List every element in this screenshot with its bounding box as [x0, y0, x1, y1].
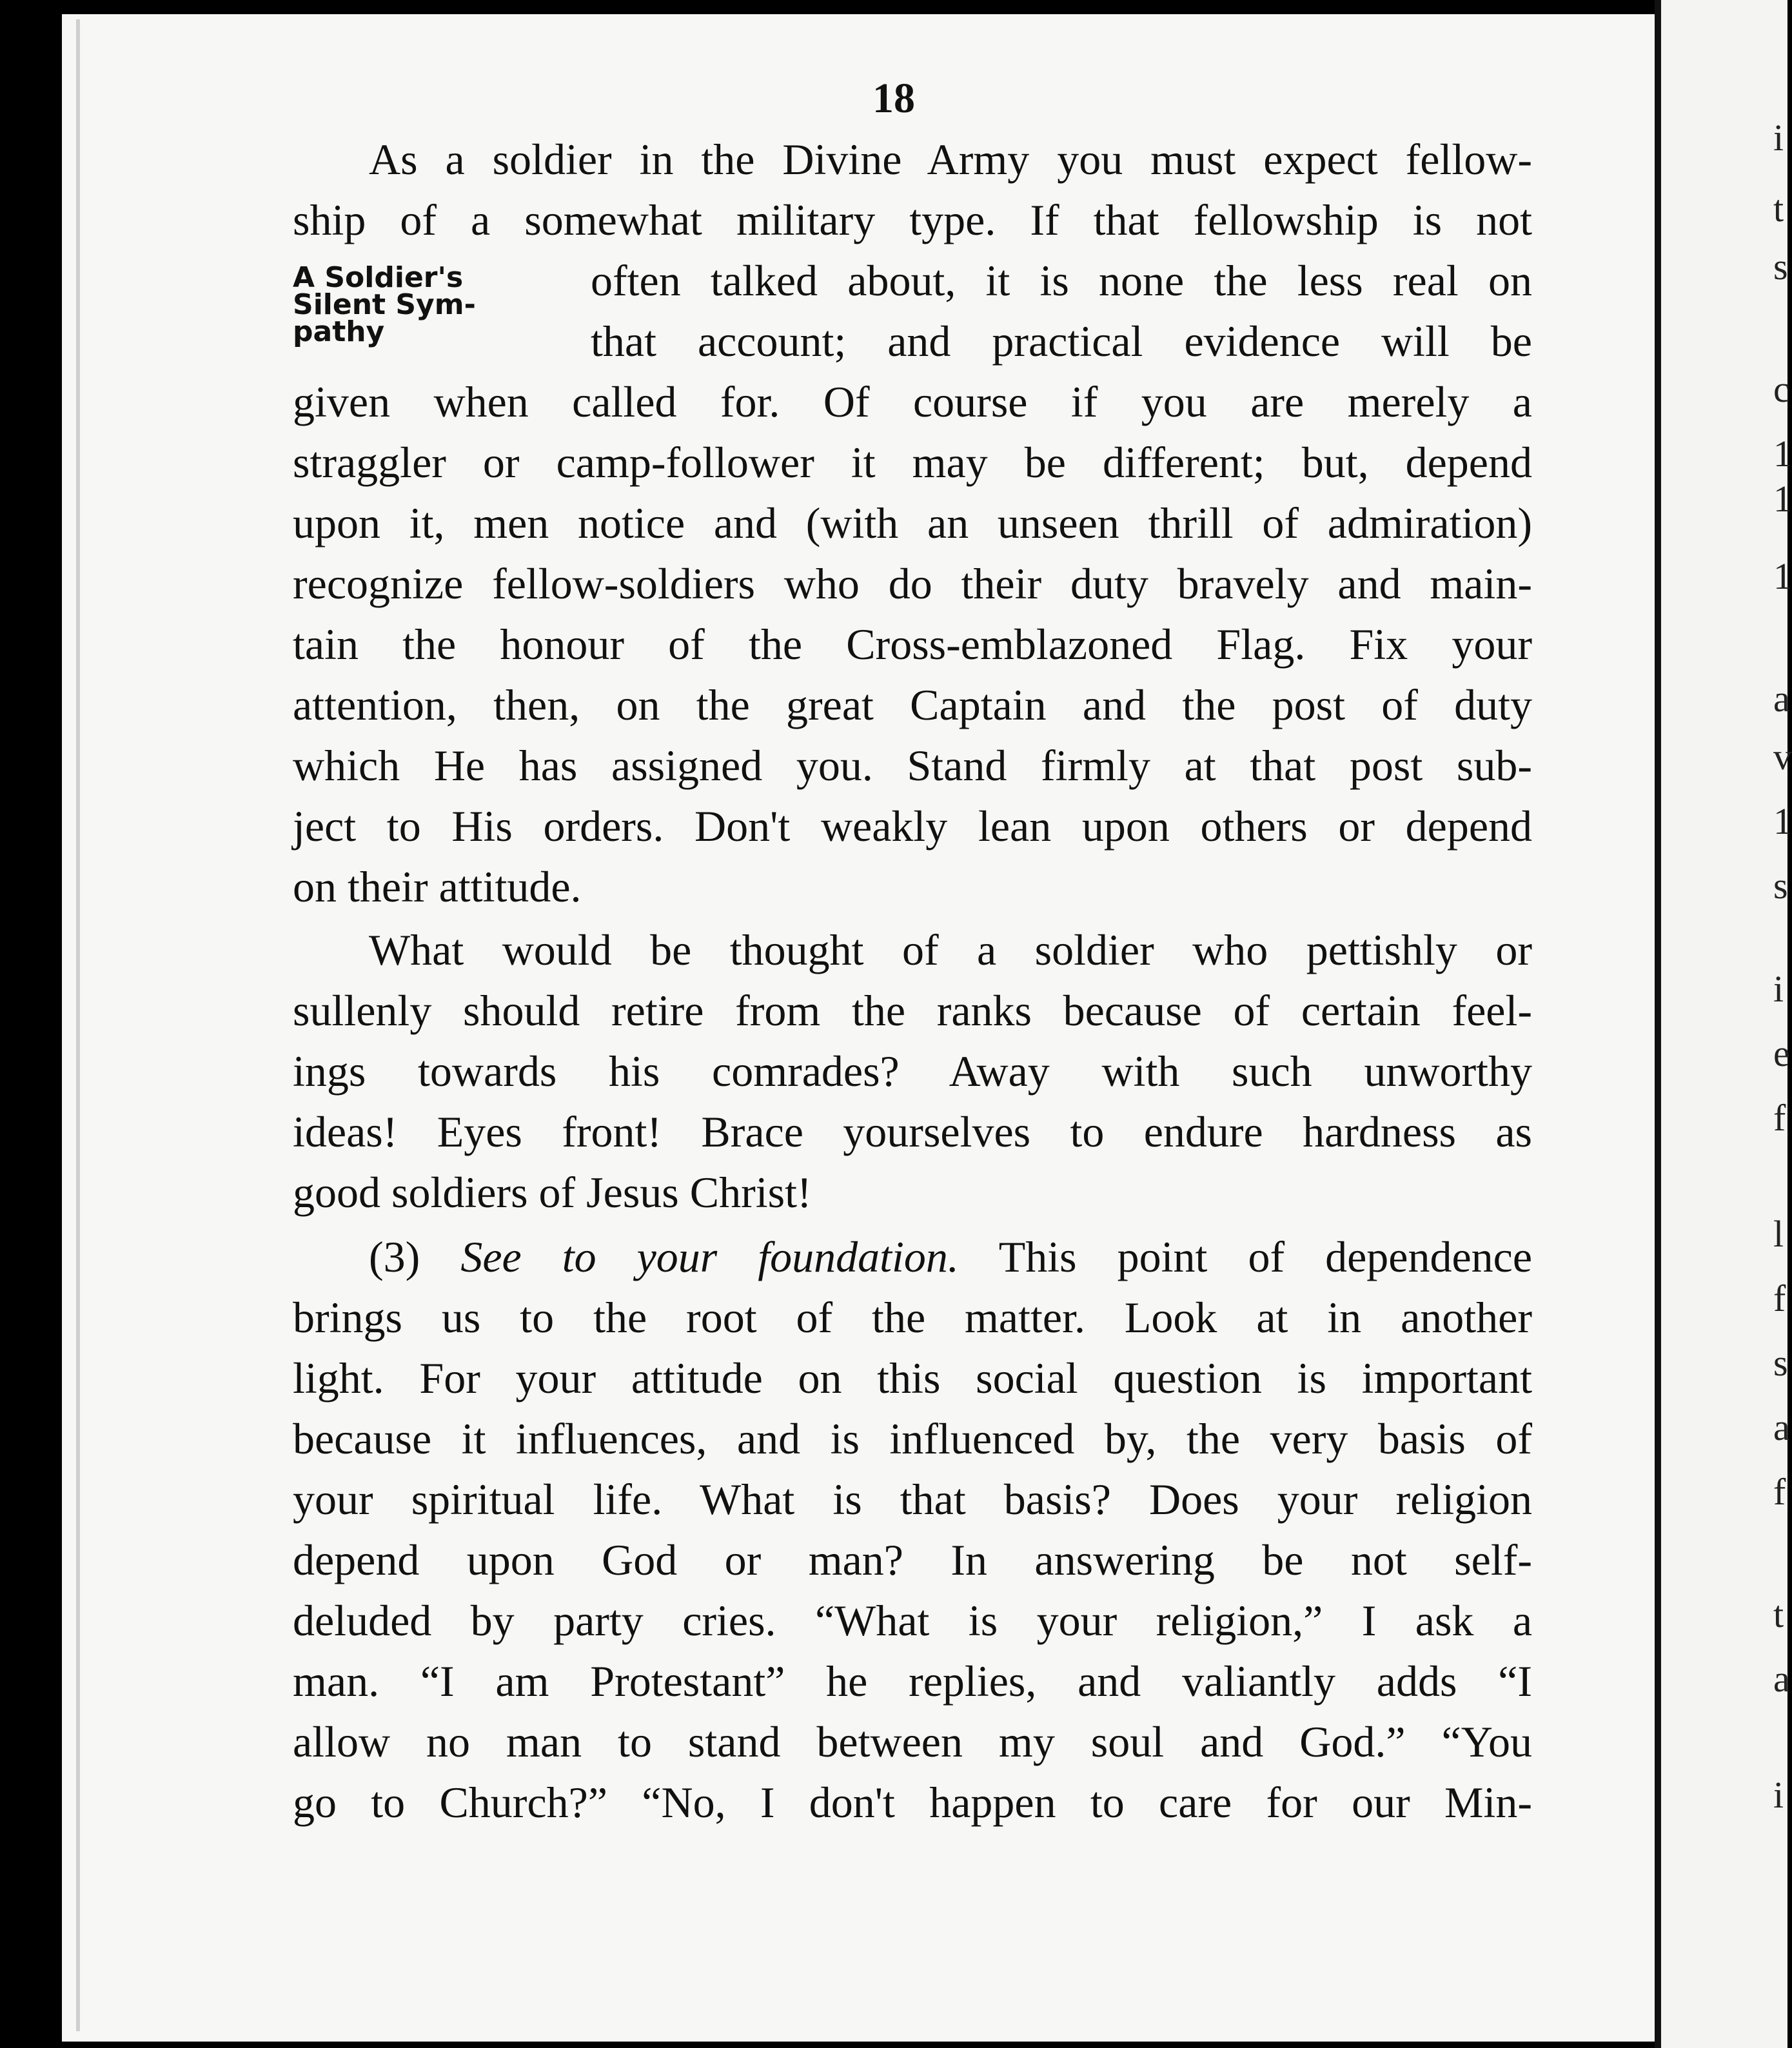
margin-note-line: pathy: [293, 315, 385, 348]
text-line: your spiritual life. What is that basis? Does your religion: [293, 1475, 1532, 1524]
text-line: upon it, men notice and (with an unseen thrill of admiration): [293, 498, 1532, 547]
fragment: 1: [1773, 555, 1792, 597]
text-line: ship of a somewhat military type. If that fellowship is not: [293, 195, 1532, 244]
section-heading: See to your foundation.: [460, 1232, 959, 1281]
fragment: l: [1773, 1213, 1784, 1255]
fragment: a: [1773, 678, 1790, 720]
fragment: i: [1773, 1774, 1784, 1816]
text-line: which He has assigned you. Stand firmly at that post sub-: [293, 741, 1532, 790]
text-line: What would be thought of a soldier who pettishly or: [369, 925, 1532, 974]
text-line: ideas! Eyes front! Brace yourselves to endure hardness as: [293, 1107, 1532, 1156]
fragment: 1: [1773, 433, 1792, 475]
text-line: good soldiers of Jesus Christ!: [293, 1168, 812, 1217]
fragment: f: [1773, 1471, 1786, 1513]
right-page: [1661, 0, 1787, 2048]
fragment: c: [1773, 368, 1790, 410]
margin-note-line: Silent Sym-: [293, 288, 476, 321]
fragment: i: [1773, 968, 1784, 1010]
text-line: allow no man to stand between my soul and God.” “You: [293, 1717, 1532, 1766]
fragment: i: [1773, 117, 1784, 159]
text-line: man. “I am Protestant” he replies, and valiantly adds “I: [293, 1657, 1532, 1706]
text-line: because it influences, and is influenced by, the very basis of: [293, 1414, 1532, 1463]
text-line: As a soldier in the Divine Army you must expect fellow-: [369, 135, 1532, 184]
text-line: tain the honour of the Cross-emblazoned Flag. Fix your: [293, 620, 1532, 669]
text-line: go to Church?” “No, I don't happen to care for our Min-: [293, 1778, 1532, 1827]
margin-note-line: A Soldier's: [293, 261, 464, 294]
fragment: s: [1773, 246, 1788, 288]
fragment: e: [1773, 1032, 1790, 1074]
text-line: attention, then, on the great Captain and the post of duty: [293, 680, 1532, 729]
fragment: t: [1773, 188, 1784, 230]
page-number: 18: [872, 75, 915, 122]
text-line: given when called for. Of course if you are merely a: [293, 377, 1532, 426]
text-line: often talked about, it is none the less real on: [591, 256, 1532, 305]
text-line: brings us to the root of the matter. Look at in another: [293, 1293, 1532, 1342]
text-line: light. For your attitude on this social question is important: [293, 1354, 1532, 1403]
text-line: deluded by party cries. “What is your religion,” I ask a: [293, 1596, 1532, 1645]
fragment: s: [1773, 1342, 1788, 1384]
text-line: depend upon God or man? In answering be not self-: [293, 1535, 1532, 1584]
text-line: sullenly should retire from the ranks because of certain feel-: [293, 986, 1532, 1035]
text-line: ject to His orders. Don't weakly lean upon others or depend: [293, 802, 1532, 851]
fragment: f: [1773, 1097, 1786, 1139]
fragment: 1: [1773, 478, 1792, 520]
page-edge: [76, 19, 80, 2031]
fragment: a: [1773, 1406, 1790, 1448]
margin-note: [293, 261, 525, 348]
fragment: f: [1773, 1277, 1786, 1319]
text-line: [369, 1226, 1532, 1287]
text-line: recognize fellow-soldiers who do their duty bravely and main-: [293, 559, 1532, 608]
fragment: 1: [1773, 800, 1792, 842]
fragment: v: [1773, 736, 1792, 778]
text-line: straggler or camp-follower it may be different; but, depend: [293, 438, 1532, 487]
fragment: s: [1773, 865, 1788, 907]
section-text: This point of dependence: [998, 1232, 1533, 1281]
fragment: a: [1773, 1658, 1790, 1700]
text-line: that account; and practical evidence will be: [591, 317, 1532, 366]
text-line: on their attitude.: [293, 862, 582, 911]
fragment: t: [1773, 1593, 1784, 1635]
text-line: ings towards his comrades? Away with such unworthy: [293, 1047, 1532, 1096]
section-number: (3): [369, 1232, 420, 1281]
